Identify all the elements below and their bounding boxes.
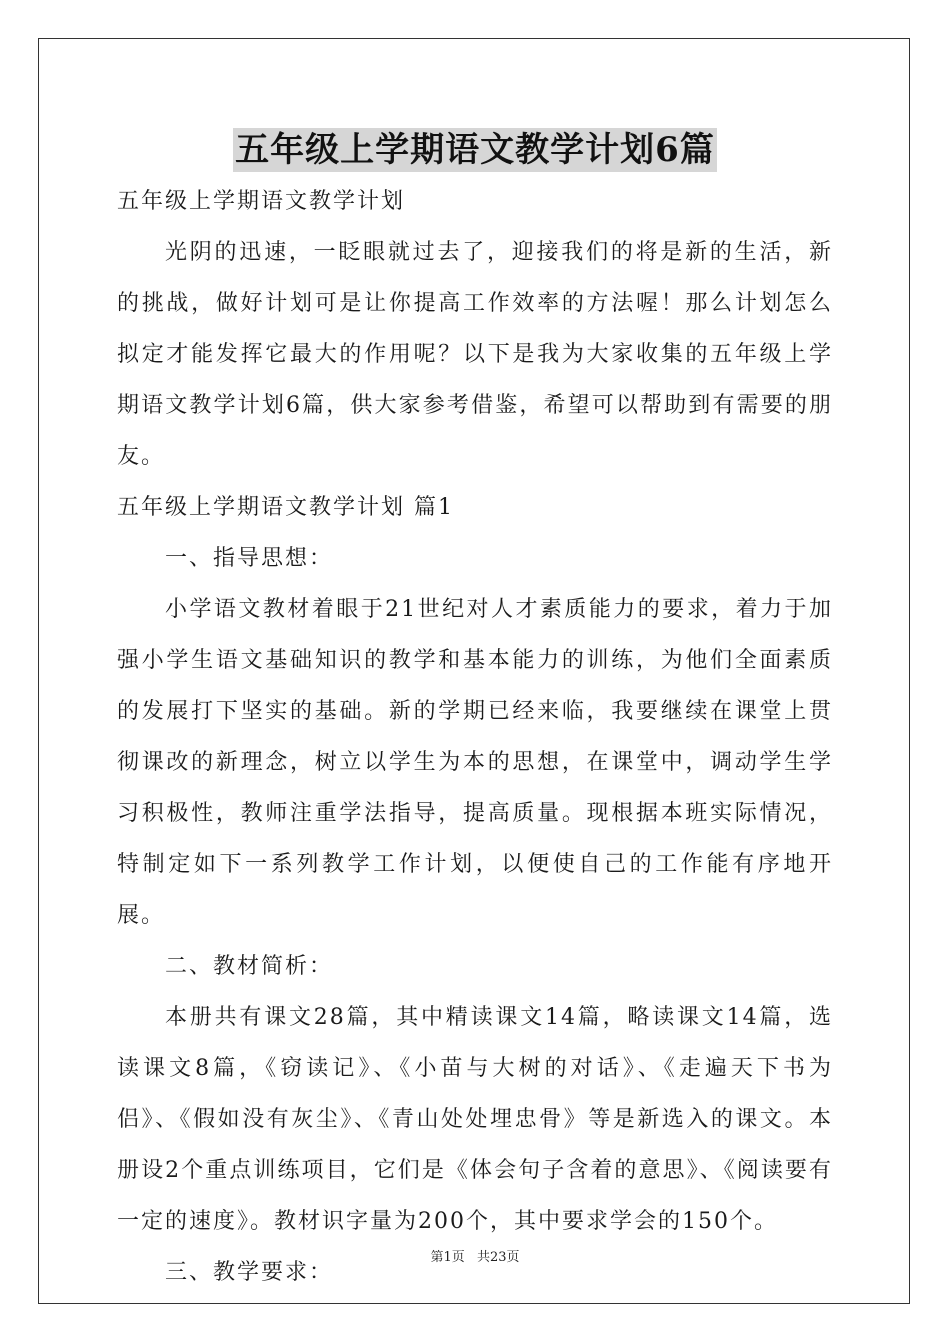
title-wrap: [0, 128, 950, 172]
document-body: [117, 176, 833, 1298]
subsection-heading: 一、指导思想：: [165, 546, 334, 571]
paragraph: 五年级上学期语文教学计划: [117, 189, 406, 214]
page-number: 第1页: [430, 1250, 465, 1265]
paragraph: 小学语文教材着眼于21世纪对人才素质能力的要求，着力于加强小学生语文基础知识的教学和基本能力的训练，为他们全面素质的发展打下坚实的基础。新的学期已经来临，我要继续在课堂上贯彻课改的新理念，树立以学生为本的思想，在课堂中，调动学生学习积极性，教师注重学法指导，提高质量。现根据本班实际情况，特制定如下一系列教学工作计划，以便使自己的工作能有序地开展。: [117, 597, 833, 928]
subsection-heading: 三、教学要求：: [165, 1260, 334, 1285]
paragraph: 本册共有课文28篇，其中精读课文14篇，略读课文14篇，选读课文8篇，《窃读记》、《小苗与大树的对话》、《走遍天下书为侣》、《假如没有灰尘》、《青山处处埋忠骨》等是新选入的课文。本册设2个重点训练项目，它们是《体会句子含着的意思》、《阅读要有一定的速度》。教材识字量为200个，其中要求学会的150个。: [117, 1005, 833, 1234]
page-footer: [0, 1246, 950, 1265]
section-heading: 五年级上学期语文教学计划 篇1: [117, 495, 454, 520]
subsection-heading: 二、教材简析：: [165, 954, 334, 979]
paragraph: 光阴的迅速，一眨眼就过去了，迎接我们的将是新的生活，新的挑战，做好计划可是让你提高工作效率的方法喔！那么计划怎么拟定才能发挥它最大的作用呢？以下是我为大家收集的五年级上学期语文教学计划6篇，供大家参考借鉴，希望可以帮助到有需要的朋友。: [117, 240, 833, 469]
page-total: 共23页: [476, 1250, 520, 1265]
document-title: 五年级上学期语文教学计划6篇: [235, 130, 715, 170]
